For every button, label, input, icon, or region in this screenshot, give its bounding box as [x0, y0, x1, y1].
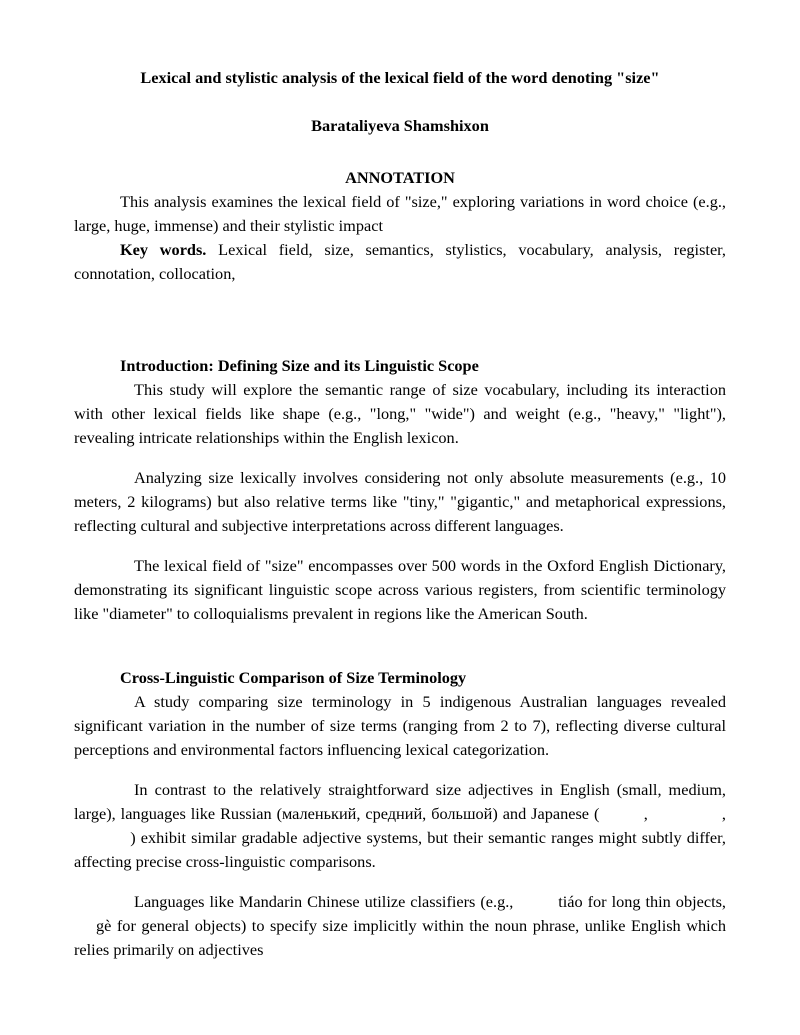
- keywords-text: Lexical field, size, semantics, stylistics, vocabulary, analysis, register, connotation, collocation,: [74, 240, 727, 283]
- cross-paragraph-2: In contrast to the relatively straightforward size adjectives in English (small, medium, large), languages like Russian (маленький, средний, большой) and Japanese ( , , ) exhibit similar gradable adjective systems, but their semantic ranges might subtly differ, affecting precise cross-linguistic comparisons.: [74, 780, 726, 871]
- intro-paragraph-2: Analyzing size lexically involves considering not only absolute measurements (e.g., 10 meters, 2 kilograms) but also relative terms like "tiny," "gigantic," and metaphorical expressions, reflecting cultural and subjective interpretations across different languages.: [74, 468, 726, 535]
- document-title: Lexical and stylistic analysis of the lexical field of the word denoting "size": [140, 68, 660, 87]
- section-heading-cross-linguistic: Cross-Linguistic Comparison of Size Terminology: [120, 668, 467, 687]
- document-body: [74, 66, 726, 962]
- keywords-paragraph: [74, 238, 726, 286]
- section-heading-introduction: Introduction: Defining Size and its Linguistic Scope: [120, 356, 479, 375]
- cross-paragraph-1: A study comparing size terminology in 5 indigenous Australian languages revealed significant variation in the number of size terms (ranging from 2 to 7), reflecting diverse cultural perceptions and environmental factors influencing lexical categorization.: [74, 692, 726, 759]
- intro-paragraph-3: The lexical field of "size" encompasses over 500 words in the Oxford English Dictionary, demonstrating its significant linguistic scope across various registers, from scientific terminology like "diameter" to colloquialisms prevalent in regions like the American South.: [74, 556, 726, 623]
- intro-paragraph-1: This study will explore the semantic range of size vocabulary, including its interaction with other lexical fields like shape (e.g., "long," "wide") and weight (e.g., "heavy," "light"), revealing intricate relationships within the English lexicon.: [74, 380, 726, 447]
- author-name: Barataliyeva Shamshixon: [311, 116, 489, 135]
- keywords-label: Key words.: [120, 240, 207, 259]
- annotation-text: This analysis examines the lexical field of "size," exploring variations in word choice (e.g., large, huge, immense) and their stylistic impact: [74, 192, 726, 235]
- annotation-heading: ANNOTATION: [345, 168, 455, 187]
- cross-paragraph-3: Languages like Mandarin Chinese utilize classifiers (e.g., tiáo for long thin objects, gè for general objects) to specify size implicitly within the noun phrase, unlike English which relies primarily on adjectives: [74, 892, 726, 959]
